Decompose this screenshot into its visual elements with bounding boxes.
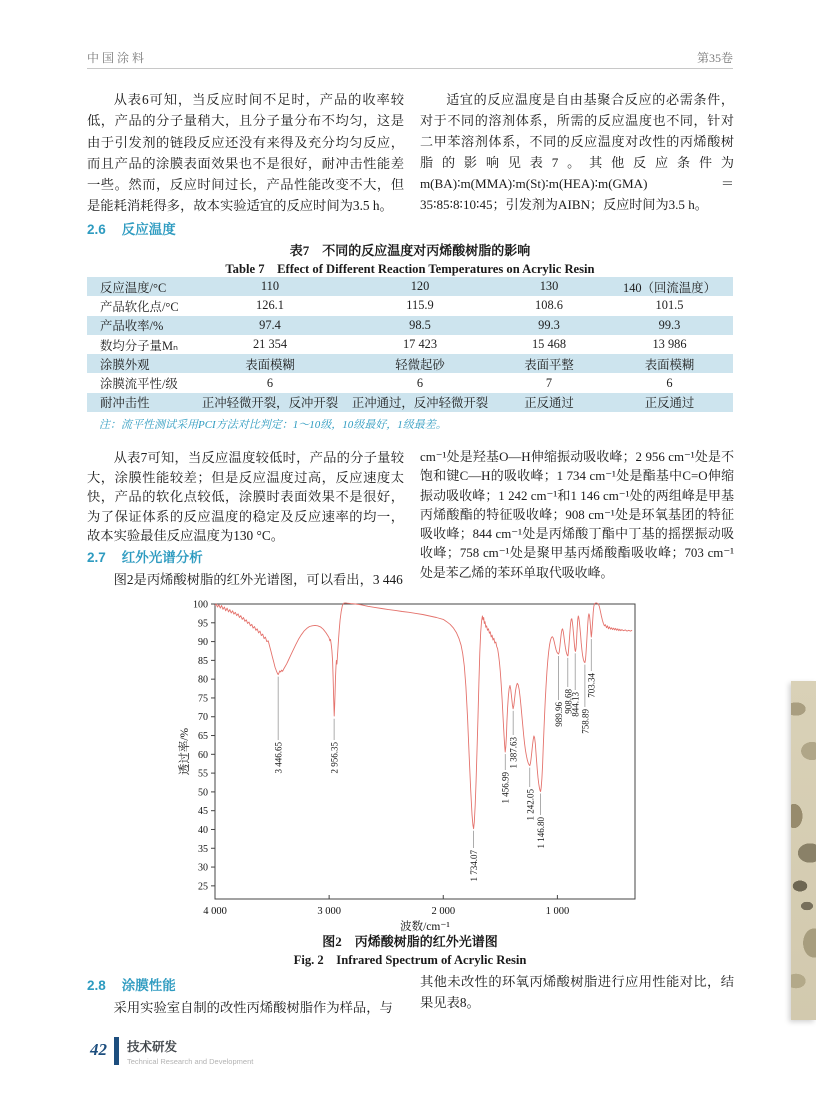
y-tick-label: 90 (198, 637, 208, 649)
footer-section-label (127, 1037, 253, 1066)
y-tick-label: 40 (198, 824, 208, 836)
table-row (87, 354, 733, 373)
section-heading-2-7 (87, 546, 203, 566)
table-cell: 正冲通过，反冲轻微开裂 (351, 396, 489, 411)
peak-label: 1 146.80 (536, 817, 547, 849)
table-cell: 110 (260, 279, 280, 294)
peak-label: 1 456.99 (500, 772, 511, 804)
section-heading-2-6 (87, 218, 176, 238)
section-title: 红外光谱分析 (121, 550, 203, 565)
peak-label: 908.68 (563, 689, 574, 714)
page-footer (90, 1037, 253, 1066)
table-cell: 21 354 (252, 337, 288, 352)
table-cell: 15 468 (531, 337, 567, 352)
table-row-label: 产品收率/% (100, 319, 164, 334)
page-number: 42 (90, 1040, 107, 1059)
table-cell: 表面平整 (524, 357, 574, 372)
y-tick-label: 25 (198, 881, 208, 893)
ir-spectrum-svg (100, 596, 660, 936)
table7-note: 注：流平性测试采用PCI方法对比判定：1～10级，10级最好，1级最差。 (99, 419, 447, 431)
table-row (87, 296, 733, 315)
paragraph-reaction-time: 从表6可知，当反应时间不足时，产品的收率较低，产品的分子量稍大，且分子量分布不均匀，这是由于引发剂的链段反应还没有来得及充分均匀反应，而且产品的涂膜表面效果也不是很好，耐冲击性能差一些。然而，反应时间过长，产品性能改变不大，但是能耗消耗得多，故本实验适宜的反应时间为3.5 h。 (87, 92, 404, 214)
section-title: 涂膜性能 (121, 978, 176, 993)
table-row-label: 数均分子量Mₙ (100, 338, 178, 353)
page-header (87, 49, 733, 69)
y-tick-label: 70 (198, 712, 208, 724)
table7-title-en: Table 7 Effect of Different Reaction Temperatures on Acrylic Resin (225, 262, 595, 276)
ir-curve (215, 603, 632, 829)
y-tick-label: 80 (198, 674, 208, 686)
paragraph-reaction-temperature: 适宜的反应温度是自由基聚合反应的必需条件，对于不同的溶剂体系，所需的反应温度也不同，针对二甲苯溶剂体系，不同的反应温度对改性的丙烯酸树脂的影响见表7。其他反应条件为m(BA)∶m(MMA)∶m(St)∶m(HEA)∶m(GMA)＝35∶85∶8∶10∶45；引发剂为AIBN；反应时间为3.5 h。 (420, 92, 734, 212)
table-row (87, 316, 733, 335)
table-cell: 97.4 (259, 317, 281, 332)
peak-label: 703.34 (586, 673, 597, 698)
table-cell: 轻微起砂 (395, 357, 445, 372)
section-heading-2-8 (87, 974, 176, 994)
table-row (87, 393, 733, 412)
table7 (87, 277, 733, 412)
table-cell: 108.6 (535, 298, 563, 313)
table-cell: 正反通过 (524, 396, 574, 411)
table-cell: 13 986 (652, 337, 687, 352)
x-tick-label: 1 000 (545, 906, 570, 917)
peak-label: 758.89 (580, 709, 591, 734)
page-edge-decoration (791, 681, 816, 1020)
paragraph-film-performance-left: 采用实验室自制的改性丙烯酸树脂作为样品，与 (113, 1000, 393, 1015)
y-tick-label: 65 (198, 731, 208, 743)
peak-label: 1 387.63 (508, 737, 519, 769)
journal-name: 中国涂料 (87, 51, 148, 65)
table-row-label: 涂膜外观 (100, 357, 150, 372)
table-cell: 6 (266, 375, 274, 390)
peak-label: 1 734.07 (469, 850, 480, 882)
table-cell: 表面模糊 (245, 357, 295, 372)
table-cell: 126.1 (256, 298, 284, 313)
table-row-label: 产品软化点/°C (100, 299, 179, 314)
table-cell: 正反通过 (644, 396, 695, 411)
x-axis-title: 波数/cm⁻¹ (400, 921, 450, 933)
table-cell: 99.3 (538, 317, 560, 332)
table-row-label: 涂膜流平性/级 (100, 377, 178, 392)
x-tick-label: 4 000 (203, 906, 227, 917)
y-tick-label: 55 (198, 768, 208, 780)
y-tick-label: 95 (198, 618, 208, 630)
table-cell: 101.5 (655, 298, 684, 313)
footer-label-cn: 技术研发 (127, 1040, 178, 1054)
table-cell: 6 (666, 375, 673, 390)
section-number: 2.6 (87, 222, 106, 237)
table-row (87, 373, 733, 392)
section-number: 2.8 (87, 978, 106, 993)
paragraph-ir-peaks: cm⁻¹处是羟基O—H伸缩振动吸收峰；2 956 cm⁻¹处是不饱和键C—H的吸收峰；1 734 cm⁻¹处是酯基中C=O伸缩振动吸收峰；1 242 cm⁻¹和1 146 cm⁻¹处的两组峰是甲基丙烯酸酯的特征吸收峰；908 cm⁻¹处是环氧基团的特征吸收峰；844 cm⁻¹处是丙烯酸丁酯中丁基的摇摆振动吸收峰；758 cm⁻¹处是聚甲基丙烯酸酯吸收峰；703 cm⁻¹处是苯乙烯的苯环单取代吸收峰。 (420, 450, 734, 580)
footer-divider-bar (114, 1037, 119, 1065)
footer-label-en: Technical Research and Development (127, 1057, 254, 1066)
y-tick-label: 85 (198, 655, 208, 667)
table-cell: 115.9 (406, 298, 434, 313)
figure2-caption-en: Fig. 2 Infrared Spectrum of Acrylic Resin (293, 953, 527, 967)
peak-label: 989.96 (554, 702, 565, 727)
table-row (87, 335, 733, 354)
y-axis-title: 透过率/% (179, 727, 191, 776)
table-cell: 6 (416, 375, 424, 390)
table-row-label: 耐冲击性 (100, 396, 150, 411)
table-row-label: 反应温度/°C (100, 280, 167, 295)
paragraph-ir-intro: 图2是丙烯酸树脂的红外光谱图，可以看出，3 446 (113, 572, 403, 587)
y-tick-label: 50 (198, 787, 208, 799)
y-tick-label: 100 (193, 599, 208, 611)
table-row (87, 277, 733, 296)
table7-title-cn: 表7 不同的反应温度对丙烯酸树脂的影响 (289, 243, 531, 258)
table-cell: 120 (410, 279, 430, 294)
table-cell: 140（回流温度） (623, 280, 716, 295)
y-tick-label: 60 (198, 749, 208, 761)
table-cell: 表面模糊 (644, 357, 695, 372)
volume-label: 第35卷 (696, 51, 733, 65)
section-title: 反应温度 (121, 222, 176, 237)
paragraph-film-performance-right: 其他未改性的环氧丙烯酸树脂进行应用性能对比，结果见表8。 (420, 974, 734, 1010)
y-tick-label: 35 (198, 843, 208, 855)
table-cell: 130 (539, 279, 559, 294)
table-cell: 98.5 (409, 317, 431, 332)
peak-label: 1 242.05 (525, 789, 536, 821)
y-tick-label: 75 (198, 693, 208, 705)
y-tick-label: 30 (198, 862, 208, 874)
table-cell: 正冲轻微开裂，反冲开裂 (201, 396, 339, 411)
x-tick-label: 2 000 (431, 906, 456, 917)
y-tick-label: 45 (198, 806, 208, 818)
table-cell: 17 423 (402, 337, 438, 352)
peak-label: 2 956.35 (329, 742, 340, 774)
ir-spectrum-chart (100, 596, 660, 936)
table-cell: 7 (545, 375, 553, 390)
peak-label: 3 446.65 (273, 742, 284, 774)
figure2-caption-cn: 图2 丙烯酸树脂的红外光谱图 (322, 934, 498, 949)
table-cell: 99.3 (658, 317, 681, 332)
paragraph-temperature-analysis: 从表7可知，当反应温度较低时，产品的分子量较大，涂膜性能较差；但是反应温度过高，反应速度太快，产品的软化点较低，涂膜时表面效果不是很好，为了保证体系的反应温度的稳定及反应速率的均一，故本实验最佳反应温度为130 °C。 (87, 450, 404, 544)
x-tick-label: 3 000 (317, 906, 341, 917)
peak-label: 844.13 (570, 692, 581, 717)
section-number: 2.7 (87, 550, 106, 565)
